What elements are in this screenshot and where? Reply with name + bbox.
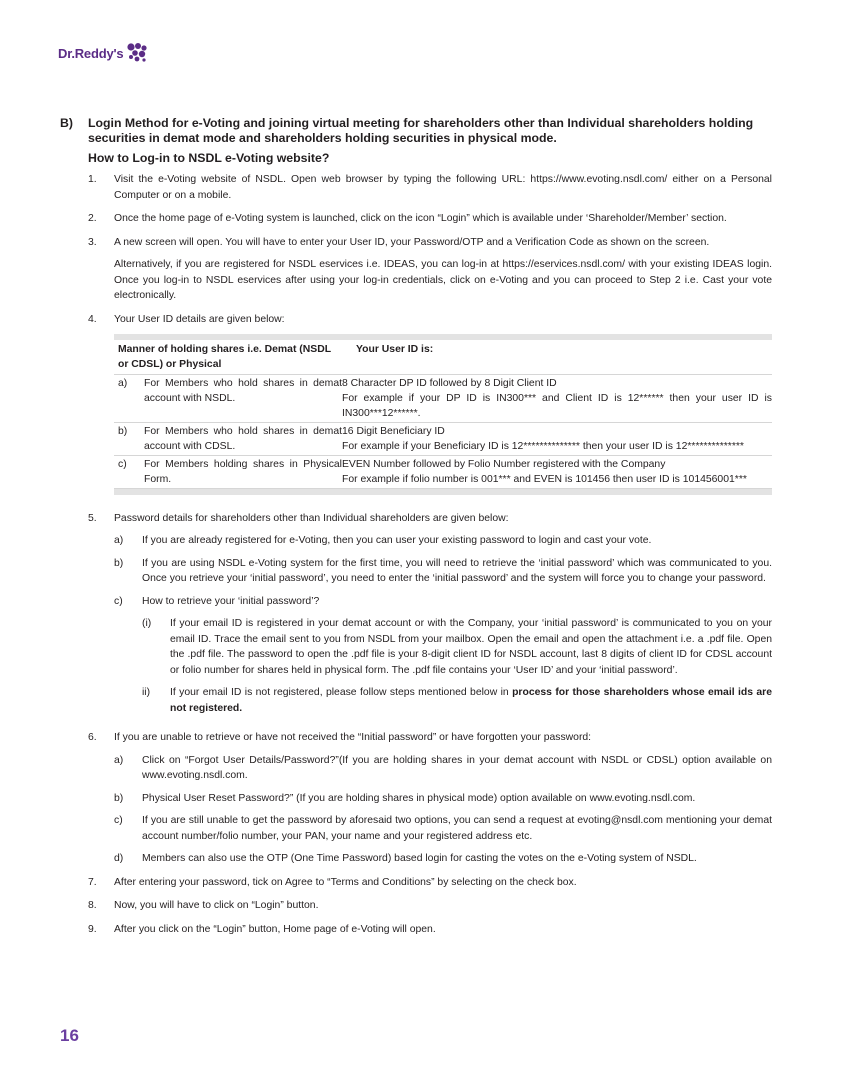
row-user-id-example: For example if folio number is 001*** and EVEN is 101456 then user ID is 101456001***: [342, 474, 747, 485]
subsub-label: ii): [142, 687, 151, 698]
step-6: [60, 730, 772, 867]
step-6d: [114, 851, 772, 867]
row-user-id: [342, 375, 772, 423]
subsub-text-plain: If your email ID is not registered, please follow steps mentioned below in: [170, 687, 513, 698]
row-manner: For Members holding shares in Physical Form.: [144, 459, 342, 485]
section-b: [60, 116, 772, 945]
step-number: 5.: [88, 512, 97, 524]
row-user-id-format: 16 Digit Beneficiary ID: [342, 426, 445, 437]
subsub-label: (i): [142, 618, 152, 629]
sub-label: b): [114, 792, 124, 804]
table-row: [114, 375, 772, 423]
table-row: [114, 423, 772, 456]
step-text: A new screen will open. You will have to enter your User ID, your Password/OTP and a Verification Code as shown on the screen.: [114, 236, 710, 248]
sub-label: c): [114, 815, 123, 826]
step-7: [60, 875, 772, 891]
dr-reddys-bubbles-icon: [126, 42, 148, 64]
table-header-user-id: Your User ID is:: [356, 344, 434, 355]
step-5c: [114, 594, 772, 610]
step-1: [60, 172, 772, 203]
step-number: 9.: [88, 923, 97, 935]
step-text: Now, you will have to click on “Login” button.: [114, 900, 319, 911]
sub-text: Physical User Reset Password?” (If you are holding shares in physical mode) option available on www.evoting.nsdl.com.: [142, 792, 696, 804]
row-manner: For Members who hold shares in demat account with NSDL.: [144, 378, 342, 404]
subsub-text: If your email ID is registered in your demat account or with the Company, your ‘initial password’ is communicated to you on your email ID. Trace the email sent to you from NSDL from your mailbox. Open the email and open the attachment i.e. a .pdf file. Open the .pdf file. The password to open the .pdf file is your 8-digit client ID for NSDL account, last 8 digits of client ID for CDSL account or folio number for shares held in physical form. The .pdf file contains your ‘User ID’ and your ‘initial password’.: [170, 618, 772, 676]
sub-text: How to retrieve your ‘initial password’?: [142, 595, 320, 607]
page-number: 16: [60, 1026, 79, 1045]
step-number: 2.: [88, 213, 97, 224]
step-text: If you are unable to retrieve or have not received the “Initial password” or have forgotten your password:: [114, 732, 592, 743]
step-text: After entering your password, tick on Agree to “Terms and Conditions” by selecting on the check box.: [114, 876, 577, 888]
sub-label: b): [114, 557, 124, 569]
step-6c: [114, 813, 772, 844]
step-text: Once the home page of e-Voting system is launched, click on the icon “Login” which is available under ‘Shareholder/Member’ section.: [114, 213, 727, 224]
step-number: 1.: [88, 174, 97, 185]
step-3: [60, 235, 772, 304]
sub-label: d): [114, 853, 124, 864]
step-text: Visit the e-Voting website of NSDL. Open web browser by typing the following URL: https://www.evoting.nsdl.com/ either on a Personal Computer or on a mobile.: [114, 174, 772, 201]
sub-text: Members can also use the OTP (One Time Password) based login for casting the votes on the e-Voting system of NSDL.: [142, 853, 697, 864]
step-4: [60, 312, 772, 497]
step-8: [60, 898, 772, 914]
section-letter: B): [60, 116, 73, 130]
row-user-id-format: EVEN Number followed by Folio Number registered with the Company: [342, 459, 666, 470]
section-subtitle: How to Log-in to NSDL e-Voting website?: [88, 151, 330, 165]
step-text: Password details for shareholders other than Individual shareholders are given below:: [114, 512, 509, 524]
sub-text: If you are still unable to get the password by aforesaid two options, you can send a request at evoting@nsdl.com mentioning your demat account number/folio number, your PAN, your name and your registered address etc.: [142, 815, 772, 842]
step-6b: [114, 791, 772, 807]
step-text: Your User ID details are given below:: [114, 313, 285, 325]
row-label: a): [118, 378, 128, 389]
sub-label: c): [114, 595, 123, 607]
sub-text: If you are using NSDL e-Voting system for the first time, you will need to retrieve the ‘initial password’ which was communicated to you. Once you retrieve your ‘initial password’, you need to enter the ‘initial password’ and the system will force you to change your password.: [142, 557, 772, 584]
steps-list: [60, 172, 772, 937]
row-user-id-example: For example if your DP ID is IN300*** and Client ID is 12****** then your user ID is IN300***12******.: [342, 393, 772, 419]
step-text: After you click on the “Login” button, Home page of e-Voting will open.: [114, 923, 436, 935]
step-9: [60, 922, 772, 938]
row-user-id: [342, 423, 772, 456]
step-number: 7.: [88, 876, 97, 888]
section-heading: [60, 116, 772, 146]
row-label: b): [118, 426, 128, 437]
step-5c-i: [142, 616, 772, 678]
sub-label: a): [114, 535, 124, 546]
step-number: 8.: [88, 900, 97, 911]
step-5c-ii: [142, 685, 772, 716]
row-user-id-format: 8 Character DP ID followed by 8 Digit Client ID: [342, 378, 557, 389]
sub-label: a): [114, 754, 124, 766]
sub-text: Click on “Forgot User Details/Password?”(If you are holding shares in your demat account with NSDL or CDSL) option available on www.evoting.nsdl.com.: [142, 754, 772, 781]
step-2: [60, 211, 772, 227]
row-manner: For Members who hold shares in demat account with CDSL.: [144, 426, 342, 452]
table-header-manner: Manner of holding shares i.e. Demat (NSDL or CDSL) or Physical: [118, 344, 331, 370]
step-5b: [114, 556, 772, 587]
subsub-text-bold: process for those shareholders whose email ids are not registered.: [170, 687, 772, 714]
step-number: 4.: [88, 313, 97, 325]
step-number: 6.: [88, 732, 97, 743]
subsub-text: [170, 685, 772, 716]
brand-name: Dr.Reddy's: [58, 45, 124, 61]
row-user-id-example: For example if your Beneficiary ID is 12************** then your user ID is 12**************: [342, 441, 744, 452]
table-row: [114, 456, 772, 489]
step-number: 3.: [88, 236, 97, 248]
step-5a: [114, 533, 772, 549]
step-5: [60, 511, 772, 717]
sub-text: If you are already registered for e-Voting, then you can user your existing password to login and cast your vote.: [142, 535, 652, 546]
row-label: c): [118, 459, 127, 470]
user-id-table: [114, 334, 772, 495]
row-user-id: [342, 456, 772, 489]
step-6a: [114, 753, 772, 784]
section-title: Login Method for e-Voting and joining virtual meeting for shareholders other than Individual shareholders holding securities in demat mode and shareholders holding securities in physical mode.: [88, 116, 754, 145]
step-text-alternative: Alternatively, if you are registered for NSDL eservices i.e. IDEAS, you can log-in at https://eservices.nsdl.com/ with your existing IDEAS login. Once you log-in to NSDL eservices after using your log-in credentials, click on e-Voting and you can proceed to Step 2 i.e. Cast your vote electronically.: [114, 259, 772, 301]
brand-logo: [58, 42, 148, 64]
table-bottom-bar: [114, 489, 772, 495]
